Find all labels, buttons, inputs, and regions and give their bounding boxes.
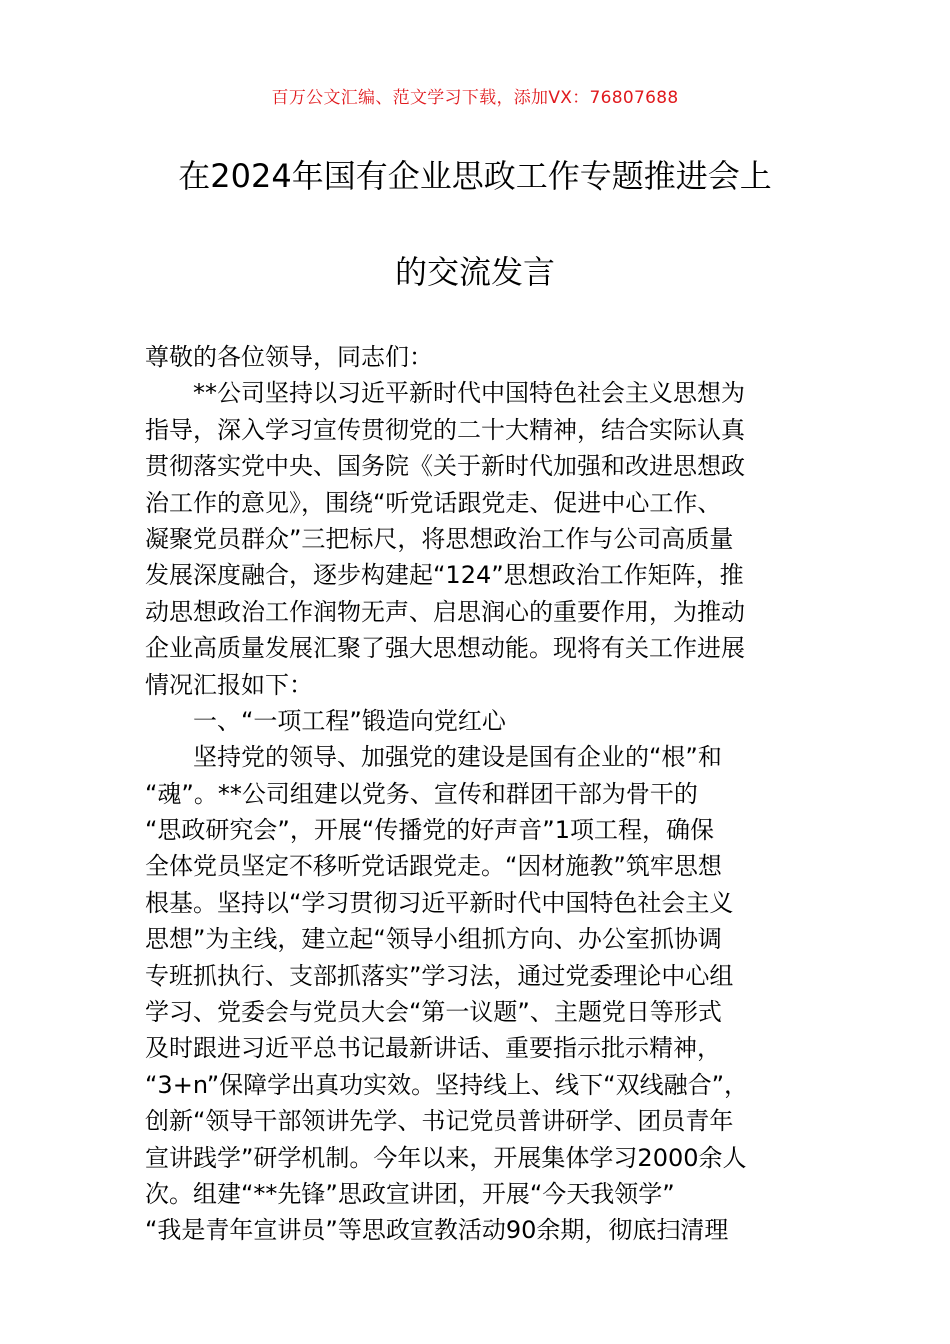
salutation: 尊敬的各位领导，同志们： <box>145 343 433 371</box>
paragraph-line: 根基。坚持以“学习贯彻习近平新时代中国特色社会主义 <box>145 888 734 917</box>
paragraph-line: “魂”。**公司组建以党务、宣传和群团干部为骨干的 <box>145 779 698 808</box>
paragraph-line: 情况汇报如下： <box>145 670 313 699</box>
paragraph-line: 坚持党的领导、加强党的建设是国有企业的“根”和 <box>193 743 722 772</box>
paragraph-line: 发展深度融合，逐步构建起“124”思想政治工作矩阵，推 <box>145 561 744 590</box>
body-text <box>145 339 807 1249</box>
paragraph-line: 专班抓执行、支部抓落实”学习法，通过党委理论中心组 <box>145 961 734 990</box>
paragraph-line: “3+n”保障学出真功实效。坚持线上、线下“双线融合”， <box>145 1070 749 1099</box>
paragraph-line: 宣讲践学”研学机制。今年以来，开展集体学习2000余人 <box>145 1143 747 1172</box>
watermark-header: 百万公文汇编、范文学习下载，添加VX：76807688 <box>271 88 679 108</box>
paragraph-line: 次。组建“**先锋”思政宣讲团，开展“今天我领学” <box>145 1179 675 1208</box>
title-line-2: 的交流发言 <box>394 253 555 291</box>
title-line-1: 在2024年国有企业思政工作专题推进会上 <box>178 157 772 195</box>
paragraph-line: 学习、党委会与党员大会“第一议题”、主题党日等形式 <box>145 998 722 1027</box>
paragraph-line: 及时跟进习近平总书记最新讲话、重要指示批示精神， <box>145 1034 721 1063</box>
paragraph-line: 治工作的意见》，围绕“听党话跟党走、促进中心工作、 <box>145 488 722 517</box>
paragraph-line: 贯彻落实党中央、国务院《关于新时代加强和改进思想政 <box>145 452 745 481</box>
paragraph-line: “思政研究会”，开展“传播党的好声音”1项工程，确保 <box>145 816 715 845</box>
paragraph-line: 创新“领导干部领讲先学、书记党员普讲研学、团员青年 <box>145 1107 734 1136</box>
paragraph-line: 全体党员坚定不移听党话跟党走。“因材施教”筑牢思想 <box>145 852 722 881</box>
paragraph-line: 凝聚党员群众”三把标尺，将思想政治工作与公司高质量 <box>145 524 734 553</box>
paragraph-line: 企业高质量发展汇聚了强大思想动能。现将有关工作进展 <box>145 634 745 663</box>
paragraph-line: 指导，深入学习宣传贯彻党的二十大精神，结合实际认真 <box>145 415 745 444</box>
paragraph-line: “我是青年宣讲员”等思政宣教活动90余期，彻底扫清理 <box>145 1216 729 1245</box>
paragraph-line: 思想”为主线，建立起“领导小组抓方向、办公室抓协调 <box>145 925 722 954</box>
section-heading: 一、“一项工程”锻造向党红心 <box>193 706 506 735</box>
paragraph-line: **公司坚持以习近平新时代中国特色社会主义思想为 <box>193 379 745 408</box>
paragraph-line: 动思想政治工作润物无声、启思润心的重要作用，为推动 <box>145 597 745 626</box>
